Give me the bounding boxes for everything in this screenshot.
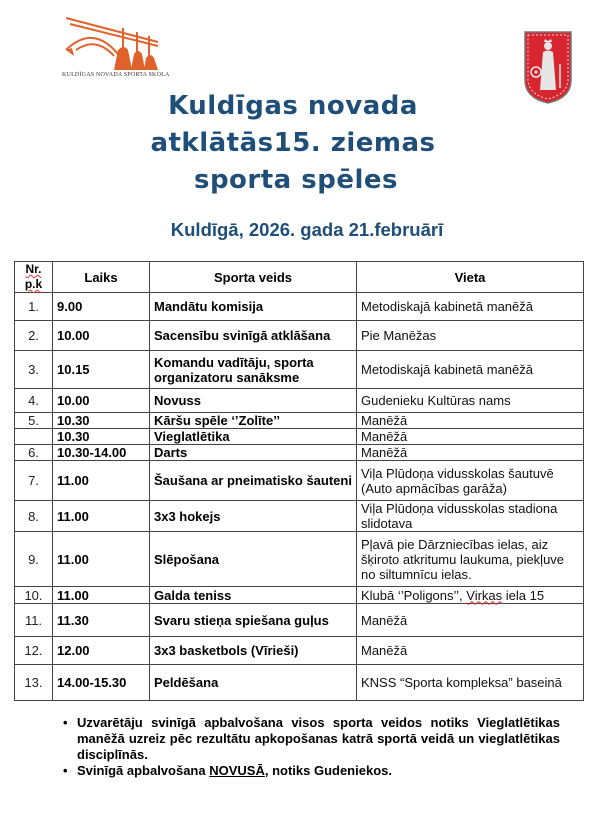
notes-list — [60, 715, 560, 779]
row-time: 11.30 — [53, 604, 150, 637]
title-line-3: sporta spēles — [193, 165, 399, 195]
row-sport: Peldēšana — [150, 665, 357, 701]
row-sport: Slēpošana — [150, 532, 357, 587]
row-time: 11.00 — [53, 532, 150, 587]
date-location-subtitle: Kuldīgā, 2026. gada 21.februārī — [170, 219, 444, 240]
row-time: 11.00 — [53, 587, 150, 604]
row-place: Pie Manēžas — [357, 321, 584, 351]
row-sport: Novuss — [150, 389, 357, 413]
row-sport: Svaru stieņa spiešana guļus — [150, 604, 357, 637]
row-time: 11.00 — [53, 501, 150, 532]
table-row — [15, 429, 584, 445]
row-nr — [15, 429, 53, 445]
table-row — [15, 665, 584, 701]
row-place: Pļavā pie Dārzniecības ielas, aiz šķiroto atkritumu laukuma, piekļuve no siltumnīcu ielas. — [357, 532, 584, 587]
title-line-2: atklātās15. ziemas — [150, 128, 436, 158]
row-nr: 4. — [15, 389, 53, 413]
header-sport: Sporta veids — [150, 262, 357, 293]
row-place: Manēžā — [357, 429, 584, 445]
row-place: KNSS “Sporta kompleksa” baseinā — [357, 665, 584, 701]
notes-section — [60, 715, 560, 779]
row-place: Metodiskajā kabinetā manēžā — [357, 293, 584, 321]
row-time: 9.00 — [53, 293, 150, 321]
row-nr: 9. — [15, 532, 53, 587]
row-time: 11.00 — [53, 461, 150, 501]
table-row — [15, 532, 584, 587]
table-row — [15, 293, 584, 321]
table-row — [15, 501, 584, 532]
row-nr: 8. — [15, 501, 53, 532]
row-sport: Galda teniss — [150, 587, 357, 604]
row-time: 14.00-15.30 — [53, 665, 150, 701]
row-sport: Mandātu komisija — [150, 293, 357, 321]
table-row — [15, 587, 584, 604]
note-awards-novuss: • Svinīgā apbalvošana NOVUSĀ, notiks Gudeniekos. — [60, 763, 560, 779]
row-time: 12.00 — [53, 637, 150, 665]
row-sport: Vieglatlētika — [150, 429, 357, 445]
header-nr: Nr. p.k — [15, 262, 53, 293]
row-nr: 7. — [15, 461, 53, 501]
table-row — [15, 351, 584, 389]
table-row — [15, 321, 584, 351]
bridge-logo-icon — [58, 12, 178, 72]
school-logo-caption: KULDĪGAS NOVADA SPORTA SKOLA — [62, 72, 170, 78]
table-row — [15, 413, 584, 429]
row-place: Manēžā — [357, 413, 584, 429]
row-nr: 1. — [15, 293, 53, 321]
header-time: Laiks — [53, 262, 150, 293]
row-place: Viļa Plūdoņa vidusskolas šautuvē (Auto apmācības garāža) — [357, 461, 584, 501]
page-title — [0, 88, 600, 199]
row-time: 10.30 — [53, 413, 150, 429]
row-sport: Komandu vadītāju, sporta organizatoru sanāksme — [150, 351, 357, 389]
row-nr: 13. — [15, 665, 53, 701]
schedule-table — [14, 261, 584, 701]
row-nr: 5. — [15, 413, 53, 429]
row-place: Manēžā — [357, 637, 584, 665]
row-sport: 3x3 basketbols (Vīrieši) — [150, 637, 357, 665]
row-place: Viļa Plūdoņa vidusskolas stadiona slidotava — [357, 501, 584, 532]
row-sport: 3x3 hokejs — [150, 501, 357, 532]
row-place: Gudenieku Kultūras nams — [357, 389, 584, 413]
note-awards-general: • Uzvarētāju svinīgā apbalvošana visos sporta veidos notiks Vieglatlētikas manēžā uzreiz pēc rezultātu apkopošanas katrā sportā veidā un vieglatlētikas disciplīnās. — [60, 715, 560, 763]
row-nr: 11. — [15, 604, 53, 637]
row-place: Manēžā — [357, 604, 584, 637]
header-place: Vieta — [357, 262, 584, 293]
row-sport: Kāršu spēle ‘’Zolīte’’ — [150, 413, 357, 429]
row-time: 10.00 — [53, 321, 150, 351]
row-sport: Šaušana ar pneimatisko šauteni — [150, 461, 357, 501]
table-row — [15, 445, 584, 461]
row-time: 10.15 — [53, 351, 150, 389]
row-place: Metodiskajā kabinetā manēžā — [357, 351, 584, 389]
row-nr: 12. — [15, 637, 53, 665]
title-line-1: Kuldīgas novada — [168, 91, 418, 121]
row-time: 10.00 — [53, 389, 150, 413]
row-sport: Sacensību svinīgā atklāšana — [150, 321, 357, 351]
row-nr: 10. — [15, 587, 53, 604]
row-sport: Darts — [150, 445, 357, 461]
row-nr: 6. — [15, 445, 53, 461]
row-place: Manēžā — [357, 445, 584, 461]
row-time: 10.30 — [53, 429, 150, 445]
table-row — [15, 389, 584, 413]
table-row — [15, 637, 584, 665]
row-nr: 2. — [15, 321, 53, 351]
table-header-row — [15, 262, 584, 293]
table-row — [15, 604, 584, 637]
table-row — [15, 461, 584, 501]
row-time: 10.30-14.00 — [53, 445, 150, 461]
row-place: Klubā ‘’Poligons’’, Virkas iela 15 — [357, 587, 584, 604]
row-nr: 3. — [15, 351, 53, 389]
